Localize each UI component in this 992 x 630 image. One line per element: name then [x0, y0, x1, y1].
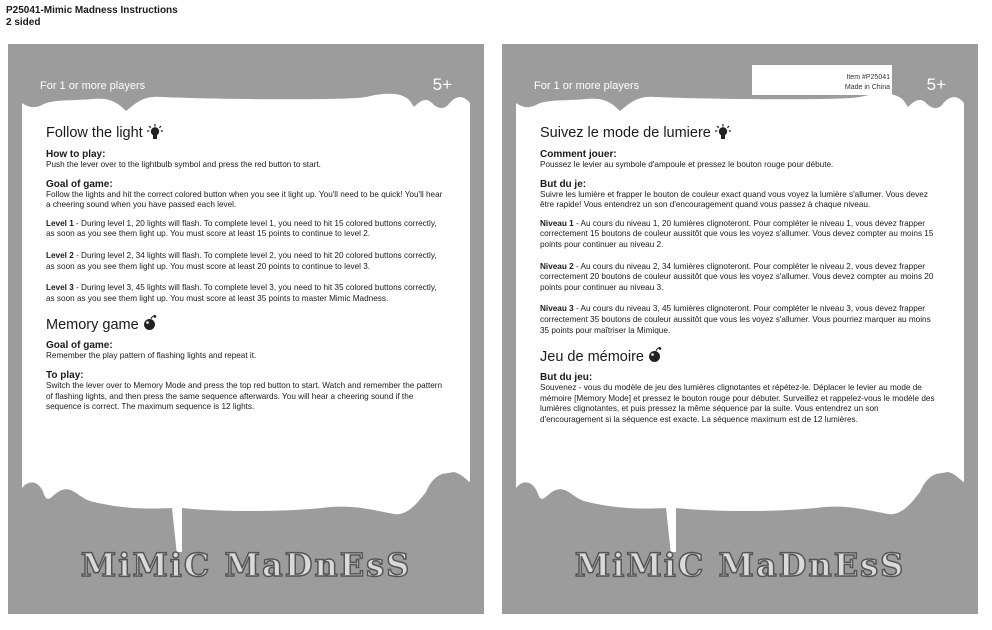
section-title-memory-game	[540, 347, 938, 367]
french-instruction-panel	[502, 44, 978, 614]
level-description: - During level 3, 45 lights will flash. To complete level 3, you need to hit 35 colored buttons correctly, as soon as you see them light up. You must score at least 35 points to master Mimic Madness.	[46, 283, 437, 303]
level-description: - Au cours du niveau 3, 45 lumières clignoteront. Pour compléter le niveau 3, vous devez frapper correctement 35 boutons de couleur aussitôt que vous les voyez s'allumer. Vous pourriez marquer au moins 35 points pour maîtriser la Mimique.	[540, 304, 931, 335]
mimic-madness-logo: MiMiC MaDnEsS	[80, 546, 412, 584]
age-label: 5+	[432, 75, 452, 94]
level-description: - During level 2, 34 lights will flash. To complete level 2, you need to hit 20 colored buttons correctly, as soon as you see them light up. You must score at least 20 points to continue to level 3.	[46, 250, 437, 271]
level-2-text	[46, 251, 444, 272]
goal-text: Suivre les lumière et frapper le bouton de couleur exact quand vous voyez la lumière s'allumer. Vous devez être rapide! Vous entendrez un son d'encouragement quand vous passez à chaque niveau.	[540, 189, 928, 210]
document-header	[6, 5, 178, 29]
to-play-text: Switch the lever over to Memory Mode and press the top red button to start. Watch and remember the pattern of flashing lights, and then press the same sequence afterwards. You will hear a cheering sound if the sequence is correct. The maximum sequence is 12 lights.	[46, 380, 443, 412]
goal-text: Follow the lights and hit the correct colored button when you see it light up. You'll need to be quick! You'll hear a cheering sound when you have passed each level.	[46, 189, 443, 210]
goal-heading: Goal of game:	[46, 178, 113, 190]
english-card	[22, 57, 470, 602]
goal2-text: Remember the play pattern of flashing lights and repeat it.	[46, 351, 257, 361]
english-content	[46, 124, 444, 421]
level-label: Niveau 2	[540, 261, 574, 271]
level-3-text	[46, 283, 444, 304]
document-title: P25041-Mimic Madness Instructions	[6, 5, 178, 16]
document-subtitle: 2 sided	[6, 17, 41, 28]
level-label: Level 1	[46, 218, 74, 228]
how-to-play-heading: Comment jouer:	[540, 149, 617, 160]
goal2-text: Souvenez - vous du modèle de jeu des lumières clignotantes et répétez-le. Déplacer le levier au mode de mémoire [Memory Mode] et pressez le bouton rouge pour débuter. Surveillez et rappelez-vous le modèle des lumières clignotantes, et puis pressez la même séquence par la suite. Vous entendrez un son d'encouragement si la séquence est exacte. La séquence maximum est de 12 lumières.	[540, 383, 935, 424]
section-title-memory-game	[46, 315, 444, 335]
level-label: Level 2	[46, 250, 74, 260]
goal-heading: But du je:	[540, 178, 587, 190]
level-label: Level 3	[46, 283, 74, 293]
goal2-heading: But du jeu:	[540, 372, 593, 384]
level-1-text	[540, 219, 938, 251]
level-1-text	[46, 219, 444, 240]
section-title-text: Follow the light	[46, 125, 143, 141]
level-2-text	[540, 262, 938, 294]
section-title-follow-light	[540, 124, 938, 144]
item-info	[845, 73, 890, 93]
bomb-icon	[648, 347, 662, 367]
lightbulb-icon	[146, 124, 164, 144]
level-description: - Au cours du niveau 1, 20 lumières clignoteront. Pour compléter le niveau 1, vous devez frapper correctement 15 boutons de couleur aussitôt que vous les voyez s'allumer. Vous devez compter au moins 15 points pour continuer au niveau 2.	[540, 218, 934, 249]
section-title-text: Memory game	[46, 317, 139, 334]
section-title-text: Jeu de mémoire	[540, 349, 644, 366]
level-description: - During level 1, 20 lights will flash. To complete level 1, you need to hit 15 colored buttons correctly, as soon as you see them light up. You must score at least 15 points to continue to level 2.	[46, 218, 437, 239]
level-description: - Au cours du niveau 2, 34 lumières clignoteront. Pour compléter le niveau 2, vous devez frapper correctement 20 boutons de couleur aussitôt que vous les voyez s'allumer. Vous devez compter au moins 20 points pour continuer au niveau 3.	[540, 261, 934, 292]
english-instruction-panel	[8, 44, 484, 614]
player-count-label: For 1 or more players	[40, 80, 146, 92]
section-title-follow-light	[46, 124, 444, 144]
mimic-madness-logo: MiMiC MaDnEsS	[574, 546, 906, 584]
made-in: Made in China	[844, 84, 890, 91]
french-content	[540, 124, 938, 434]
how-to-play-text: Poussez le levier au symbole d'ampoule et pressez le bouton rouge pour débute.	[540, 160, 834, 169]
level-3-text	[540, 304, 938, 336]
item-number: Item #P25041	[846, 74, 890, 81]
how-to-play-heading: How to play:	[46, 149, 106, 160]
bomb-icon	[143, 315, 157, 335]
level-label: Niveau 1	[540, 218, 574, 228]
french-card	[516, 57, 964, 602]
player-count-label: For 1 or more players	[534, 80, 640, 92]
level-label: Niveau 3	[540, 304, 574, 314]
section-title-text: Suivez le mode de lumiere	[540, 125, 711, 141]
lightbulb-icon	[714, 124, 732, 144]
age-label: 5+	[926, 75, 946, 94]
to-play-heading: To play:	[46, 369, 84, 381]
goal2-heading: Goal of game:	[46, 340, 113, 352]
how-to-play-text: Push the lever over to the lightbulb symbol and press the red button to start.	[46, 160, 321, 169]
